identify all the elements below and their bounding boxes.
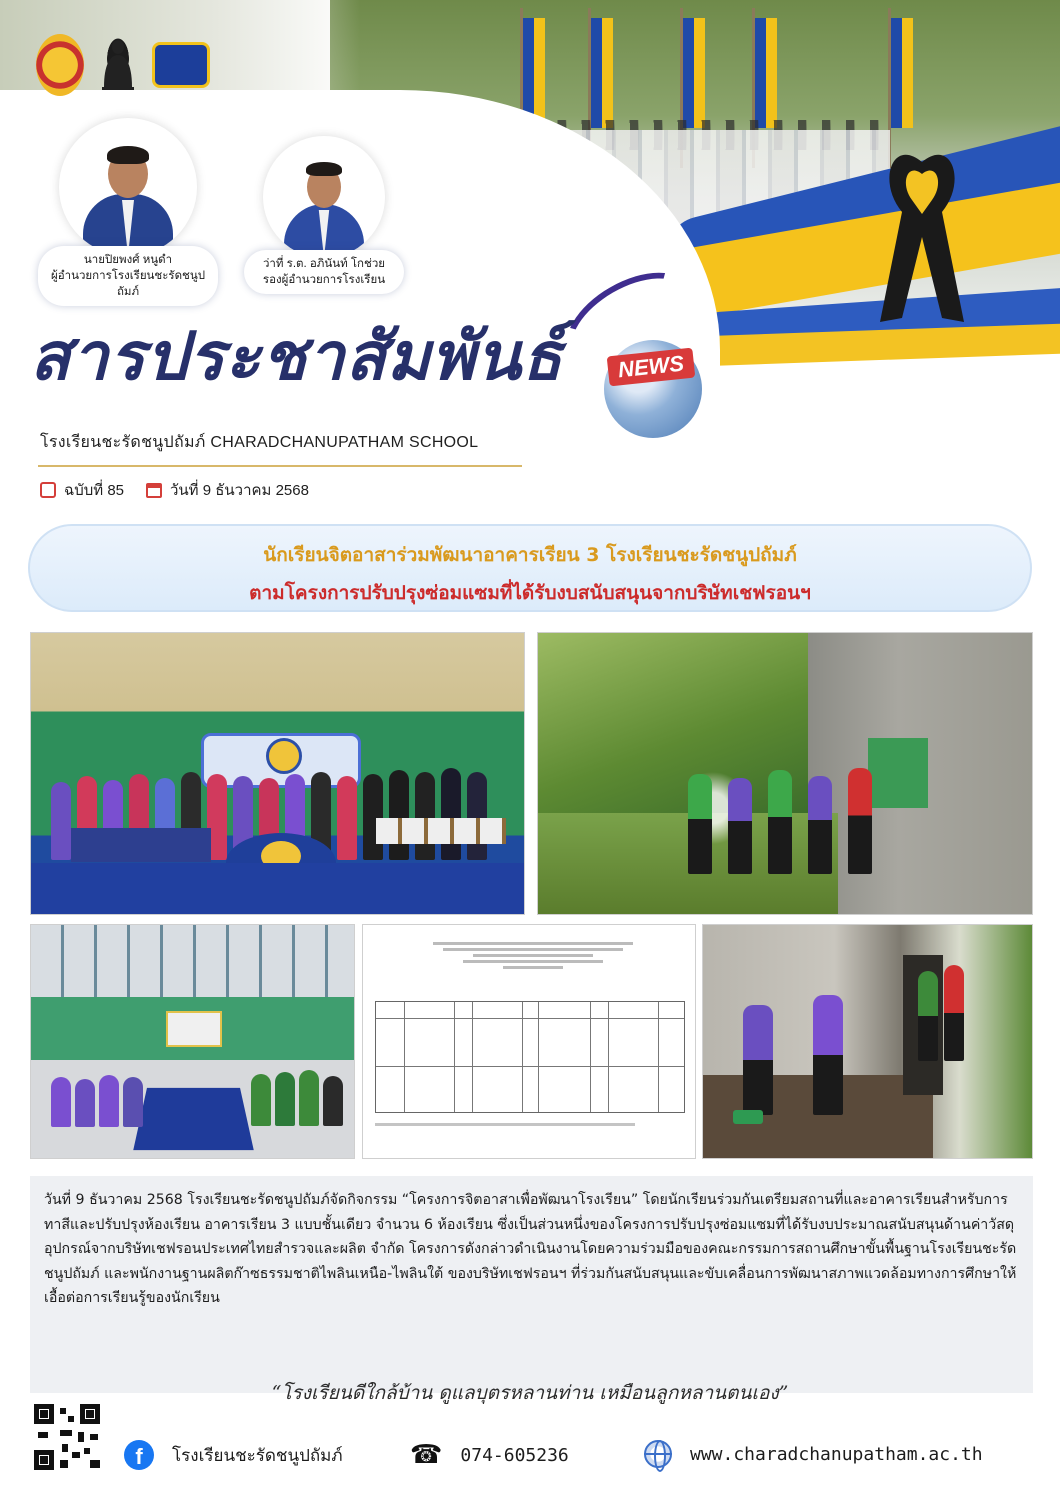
issue-label: ฉบับที่ 85	[64, 482, 124, 499]
facebook-page-name: โรงเรียนชะรัดชนูปถัมภ์	[172, 1445, 343, 1466]
photo-meeting-hall	[30, 924, 355, 1159]
headline-line-1: นักเรียนจิตอาสาร่วมพัฒนาอาคารเรียน 3 โรงเรียนชะรัดชนูปถัมภ์	[263, 544, 797, 566]
obec-emblem-icon	[36, 34, 84, 96]
calendar-icon	[146, 483, 162, 498]
flag	[755, 18, 777, 128]
website-link[interactable]	[644, 1440, 983, 1468]
director-photo	[59, 118, 197, 256]
headline-banner	[28, 524, 1032, 612]
director-name-pill	[38, 246, 218, 306]
issue-info	[40, 478, 309, 502]
deputy-position: รองผู้อำนวยการโรงเรียน	[262, 274, 386, 286]
article-paragraph: วันที่ 9 ธันวาคม 2568 โรงเรียนชะรัดชนูปถัมภ์จัดกิจกรรม “โครงการจิตอาสาเพื่อพัฒนาโรงเรียน” โดยนักเรียนร่วมกันเตรียมสถานที่และอาคารเรียนสำหรับการทาสีและปรับปรุงห้องเรียน อาคารเรียน 3 แบบชั้นเดียว จำนวน 6 ห้องเรียน ซึ่งเป็นส่วนหนึ่งของโครงการปรับปรุงซ่อมแซมที่ได้รับงบประมาณสนับสนุนด้านค่าวัสดุอุปกรณ์จากบริษัทเชฟรอนประเทศไทยสำรวจและผลิต จำกัด โครงการดังกล่าวดำเนินงานโดยความร่วมมือของคณะกรรมการสถานศึกษาขั้นพื้นฐานโรงเรียนชะรัดชนูปถัมภ์ และพนักงานฐานผลิตก๊าซธรรมชาติไพลินเหนือ-ไพลินใต้ ของบริษัทเชฟรอนฯ ที่ร่วมกันสนับสนุนและขับเคลื่อนการพัฒนาสภาพแวดล้อมทางการศึกษาให้เอื้อต่อการเรียนรู้ของนักเรียน	[44, 1192, 1017, 1306]
flag	[683, 18, 705, 128]
schedule-table	[375, 1001, 685, 1113]
school-name: โรงเรียนชะรัดชนูปถัมภ์ CHARADCHANUPATHAM SCHOOL	[40, 434, 479, 451]
director-name: นายปิยพงศ์ หนูดำ	[83, 254, 173, 266]
phone-number: 074-605236	[460, 1444, 569, 1466]
flag	[891, 18, 913, 128]
facebook-link[interactable]	[124, 1440, 343, 1470]
phone-link[interactable]	[410, 1440, 569, 1470]
photo-schedule-document	[362, 924, 696, 1159]
deputy-name-pill	[244, 250, 404, 294]
globe-icon	[644, 1440, 672, 1468]
telephone-icon: ☎	[410, 1440, 443, 1470]
issue-number	[40, 478, 124, 502]
deputy-name: ว่าที่ ร.ต. อภินันท์ โกช่วย	[262, 258, 386, 270]
divider	[38, 465, 522, 467]
news-badge: NEWS	[607, 348, 696, 387]
headline-line-2: ตามโครงการปรับปรุงซ่อมแซมที่ได้รับงบสนับสนุนจากบริษัทเชฟรอนฯ	[249, 582, 811, 604]
photo-donation-group	[30, 632, 525, 915]
newsletter-title: สารประชาสัมพันธ์	[30, 317, 564, 395]
website-url: www.charadchanupatham.ac.th	[690, 1443, 983, 1465]
flag	[591, 18, 613, 128]
school-motto: “โรงเรียนดีใกล้บ้าน ดูแลบุตรหลานท่าน เหมือนลูกหลานตนเอง”	[271, 1382, 789, 1404]
mourning-ribbon-icon	[872, 142, 972, 332]
edit-icon	[40, 482, 56, 498]
deputy-photo	[263, 136, 385, 258]
photo-indoor-cleaning	[702, 924, 1033, 1159]
photo-outdoor-cleanup	[537, 632, 1033, 915]
qr-code-icon[interactable]	[34, 1404, 100, 1470]
school-badge-icon	[152, 42, 210, 88]
date-label: วันที่ 9 ธันวาคม 2568	[170, 482, 309, 499]
official-card-director	[38, 118, 218, 306]
facebook-icon: f	[124, 1440, 154, 1470]
logo-row	[36, 34, 210, 96]
official-card-deputy	[244, 136, 404, 294]
director-position: ผู้อำนวยการโรงเรียนชะรัดชนูปถัมภ์	[50, 270, 206, 298]
issue-date	[146, 478, 309, 502]
monk-statue-icon	[98, 34, 138, 96]
